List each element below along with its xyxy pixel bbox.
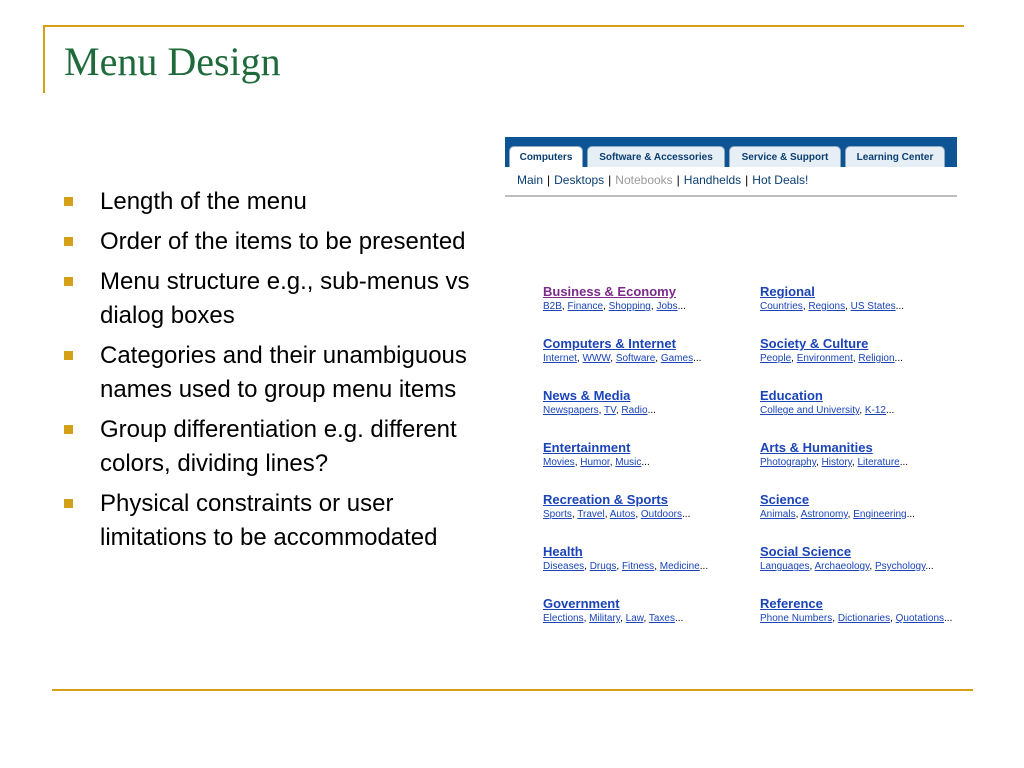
ellipsis: ... [899, 457, 909, 468]
subcategory-link-www[interactable]: WWW [582, 353, 611, 364]
subcategory-list: Internet, WWW, Software, Games... [543, 353, 702, 364]
subcategory-link-taxes[interactable]: Taxes [648, 613, 675, 624]
subcategory-link-quotations[interactable]: Quotations [895, 613, 945, 624]
bullet-item [60, 265, 490, 333]
directory-category [543, 284, 753, 336]
subcategory-link-newspapers[interactable]: Newspapers [543, 405, 599, 416]
directory-category [760, 336, 1000, 388]
subcategory-link-outdoors[interactable]: Outdoors [640, 509, 683, 520]
category-link-computers-and-internet[interactable]: Computers & Internet [543, 336, 676, 351]
subcategory-link-us-states[interactable]: US States [850, 301, 896, 312]
subcategory-link-phone-numbers[interactable]: Phone Numbers [760, 613, 833, 624]
category-link-business-and-economy[interactable]: Business & Economy [543, 284, 676, 299]
tab-software-accessories[interactable]: Software & Accessories [587, 146, 725, 167]
subcategory-link-photography[interactable]: Photography [760, 457, 816, 468]
ellipsis: ... [906, 509, 915, 520]
subcategory-link-radio[interactable]: Radio [621, 405, 648, 416]
ellipsis: ... [944, 613, 953, 624]
ellipsis: ... [699, 561, 709, 572]
directory-category [543, 596, 753, 648]
category-link-news-and-media[interactable]: News & Media [543, 388, 631, 403]
subnav-main[interactable]: Main [517, 173, 544, 187]
subcategory-link-languages[interactable]: Languages [760, 561, 810, 572]
subnav-separator: | [676, 173, 680, 187]
left-accent-rule [43, 25, 45, 93]
subnav-desktops[interactable]: Desktops [554, 173, 605, 187]
subcategory-link-religion[interactable]: Religion [858, 353, 895, 364]
directory-category [760, 388, 1000, 440]
subcategory-link-countries[interactable]: Countries [760, 301, 803, 312]
bullet-list [60, 185, 490, 561]
subcategory-link-movies[interactable]: Movies [543, 457, 575, 468]
bullet-text: Order of the items to be presented [100, 228, 466, 255]
square-bullet-icon [64, 499, 73, 508]
category-link-regional[interactable]: Regional [760, 284, 815, 299]
subcategory-link-regions[interactable]: Regions [808, 301, 846, 312]
directory-category [543, 544, 753, 596]
subcategory-link-finance[interactable]: Finance [567, 301, 604, 312]
subnav-hot-deals[interactable]: Hot Deals! [752, 173, 809, 187]
subnav-separator: | [745, 173, 749, 187]
ellipsis: ... [886, 405, 895, 416]
category-link-recreation-and-sports[interactable]: Recreation & Sports [543, 492, 668, 507]
subcategory-link-astronomy[interactable]: Astronomy [800, 509, 848, 520]
ellipsis: ... [682, 509, 691, 520]
directory-left-column [543, 284, 753, 648]
subnav-handhelds[interactable]: Handhelds [683, 173, 742, 187]
square-bullet-icon [64, 197, 73, 206]
bullet-text: Categories and their unambiguous names used to group menu items [100, 342, 467, 403]
ellipsis: ... [647, 405, 656, 416]
directory-category [760, 596, 1000, 648]
directory-category [760, 544, 1000, 596]
bottom-rule [52, 689, 973, 691]
subnav-separator: | [608, 173, 612, 187]
directory-category [543, 336, 753, 388]
sub-navigation [505, 167, 957, 197]
bullet-item [60, 225, 490, 259]
tab-menu-example [505, 137, 957, 199]
subcategory-list: B2B, Finance, Shopping, Jobs... [543, 301, 686, 312]
category-link-health[interactable]: Health [543, 544, 583, 559]
ellipsis: ... [925, 561, 934, 572]
subcategory-list: Phone Numbers, Dictionaries, Quotations... [760, 613, 953, 624]
subcategory-link-elections[interactable]: Elections [543, 613, 584, 624]
subcategory-link-engineering[interactable]: Engineering [853, 509, 907, 520]
subcategory-list: Newspapers, TV, Radio... [543, 405, 656, 416]
ellipsis: ... [894, 353, 903, 364]
category-link-arts-and-humanities[interactable]: Arts & Humanities [760, 440, 873, 455]
subcategory-link-diseases[interactable]: Diseases [543, 561, 585, 572]
ellipsis: ... [693, 353, 702, 364]
category-link-social-science[interactable]: Social Science [760, 544, 852, 559]
subcategory-link-fitness[interactable]: Fitness [621, 561, 655, 572]
subcategory-link-k-12[interactable]: K-12 [864, 405, 886, 416]
subcategory-link-military[interactable]: Military [589, 613, 621, 624]
subcategory-link-drugs[interactable]: Drugs [589, 561, 617, 572]
subcategory-link-travel[interactable]: Travel [577, 509, 605, 520]
subcategory-list: Animals, Astronomy, Engineering... [760, 509, 915, 520]
subcategory-list: Diseases, Drugs, Fitness, Medicine... [543, 561, 709, 572]
subcategory-link-psychology[interactable]: Psychology [874, 561, 926, 572]
subcategory-link-autos[interactable]: Autos [609, 509, 636, 520]
subcategory-link-tv[interactable]: TV [603, 405, 616, 416]
subcategory-link-archaeology[interactable]: Archaeology [814, 561, 870, 572]
directory-right-column [760, 284, 1000, 648]
top-rule [43, 25, 964, 27]
ellipsis: ... [641, 457, 650, 468]
subcategory-link-music[interactable]: Music [615, 457, 642, 468]
category-link-education[interactable]: Education [760, 388, 823, 403]
category-link-reference[interactable]: Reference [760, 596, 823, 611]
subcategory-list: Photography, History, Literature... [760, 457, 909, 468]
square-bullet-icon [64, 425, 73, 434]
square-bullet-icon [64, 351, 73, 360]
subcategory-list: Languages, Archaeology, Psychology... [760, 561, 934, 572]
category-link-government[interactable]: Government [543, 596, 620, 611]
subcategory-link-law[interactable]: Law [625, 613, 644, 624]
ellipsis: ... [674, 613, 684, 624]
bullet-item [60, 185, 490, 219]
bullet-item [60, 339, 490, 407]
bullet-item [60, 487, 490, 555]
category-link-science[interactable]: Science [760, 492, 810, 507]
slide-title: Menu Design [64, 39, 281, 84]
ellipsis: ... [677, 301, 686, 312]
subcategory-link-animals[interactable]: Animals [760, 509, 796, 520]
bullet-text: Group differentiation e.g. different colors, dividing lines? [100, 416, 457, 477]
bullet-text: Physical constraints or user limitations to be accommodated [100, 490, 438, 551]
subcategory-link-environment[interactable]: Environment [796, 353, 853, 364]
tab-learning-center[interactable]: Learning Center [845, 146, 945, 167]
tab-computers[interactable]: Computers [509, 146, 583, 167]
subcategory-list: Countries, Regions, US States... [760, 301, 905, 312]
subnav-separator: | [547, 173, 551, 187]
subcategory-link-games[interactable]: Games [660, 353, 694, 364]
square-bullet-icon [64, 277, 73, 286]
subcategory-link-b2b[interactable]: B2B [543, 301, 562, 312]
subcategory-link-jobs[interactable]: Jobs [656, 301, 678, 312]
subcategory-link-software[interactable]: Software [615, 353, 656, 364]
tab-bar [505, 137, 957, 167]
subcategory-link-internet[interactable]: Internet [543, 353, 577, 364]
directory-category [760, 440, 1000, 492]
subcategory-link-sports[interactable]: Sports [543, 509, 572, 520]
subcategory-list: Elections, Military, Law, Taxes... [543, 613, 684, 624]
directory-category [543, 388, 753, 440]
directory-category [760, 492, 1000, 544]
subcategory-link-people[interactable]: People [760, 353, 792, 364]
directory-category [543, 492, 753, 544]
category-link-society-and-culture[interactable]: Society & Culture [760, 336, 869, 351]
directory-category [760, 284, 1000, 336]
bullet-item [60, 413, 490, 481]
directory-category [543, 440, 753, 492]
tab-service-support[interactable]: Service & Support [729, 146, 841, 167]
subcategory-link-medicine[interactable]: Medicine [659, 561, 700, 572]
subcategory-link-humor[interactable]: Humor [580, 457, 610, 468]
subcategory-list: College and University, K-12... [760, 405, 895, 416]
square-bullet-icon [64, 237, 73, 246]
subcategory-link-dictionaries[interactable]: Dictionaries [837, 613, 891, 624]
subcategory-list: People, Environment, Religion... [760, 353, 903, 364]
bullet-text: Length of the menu [100, 188, 307, 215]
bullet-text: Menu structure e.g., sub-menus vs dialog boxes [100, 268, 470, 329]
subcategory-list: Movies, Humor, Music... [543, 457, 650, 468]
subcategory-link-history[interactable]: History [821, 457, 852, 468]
subcategory-link-college-and-university[interactable]: College and University [760, 405, 860, 416]
subcategory-link-literature[interactable]: Literature [857, 457, 900, 468]
subnav-notebooks: Notebooks [615, 173, 673, 187]
category-link-entertainment[interactable]: Entertainment [543, 440, 631, 455]
subcategory-link-shopping[interactable]: Shopping [608, 301, 651, 312]
ellipsis: ... [895, 301, 905, 312]
subcategory-list: Sports, Travel, Autos, Outdoors... [543, 509, 691, 520]
